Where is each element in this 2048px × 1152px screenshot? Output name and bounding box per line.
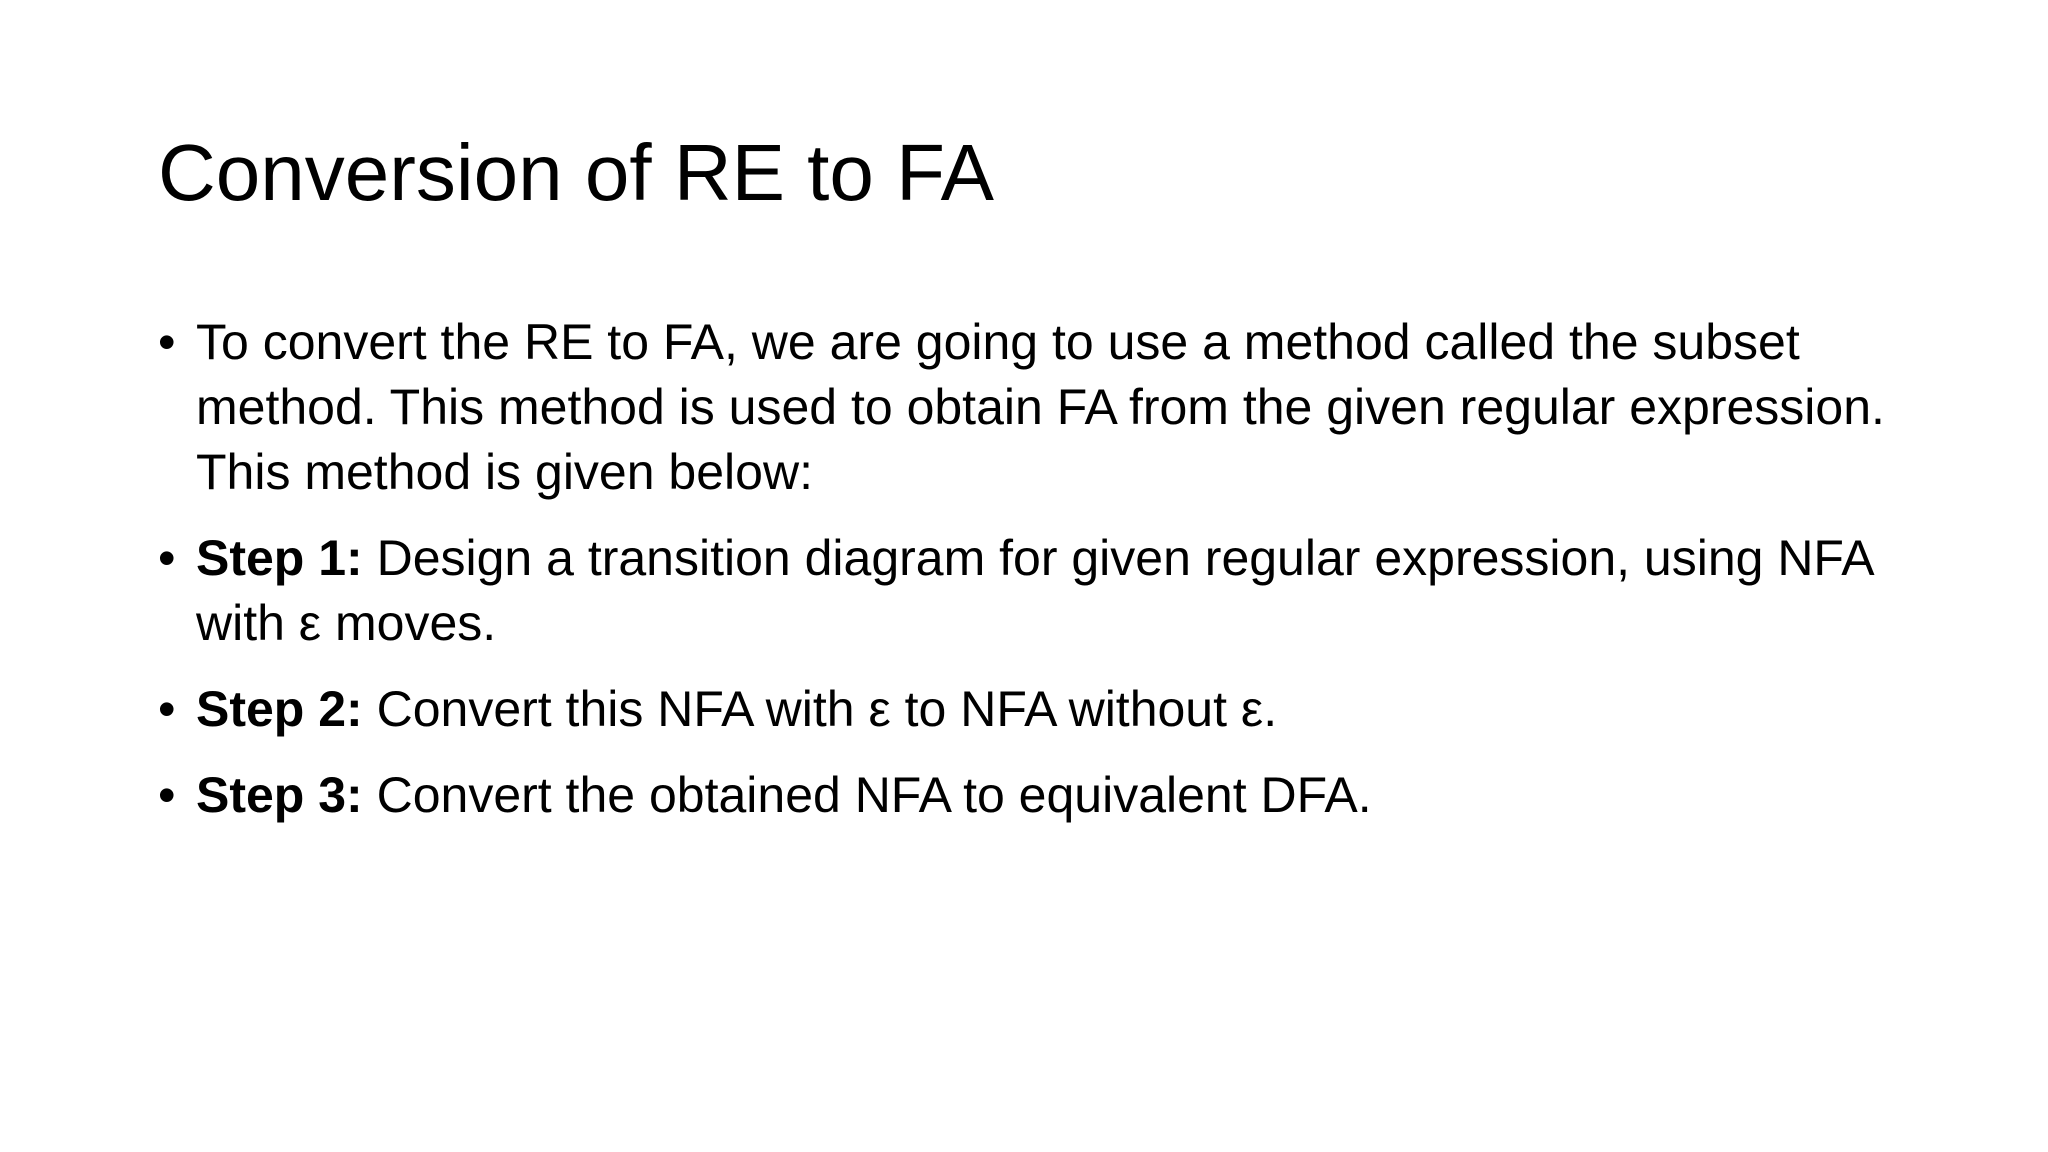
step-label: Step 1:: [196, 530, 363, 586]
bullet-text: Design a transition diagram for given regular expression, using NFA with ε moves.: [196, 530, 1872, 651]
bullet-list: [158, 310, 1918, 849]
bullet-item-step-3: [158, 763, 1918, 828]
bullet-icon: •: [158, 530, 176, 586]
bullet-text: Convert the obtained NFA to equivalent DFA.: [362, 767, 1372, 823]
step-label: Step 2:: [196, 681, 363, 737]
bullet-icon: •: [158, 314, 176, 370]
bullet-item-intro: [158, 310, 1918, 505]
bullet-icon: •: [158, 767, 176, 823]
bullet-item-step-1: [158, 526, 1918, 656]
bullet-item-step-2: [158, 677, 1918, 742]
bullet-text: Convert this NFA with ε to NFA without ε.: [362, 681, 1278, 737]
slide-title: Conversion of RE to FA: [158, 128, 994, 217]
step-label: Step 3:: [196, 767, 363, 823]
bullet-text: To convert the RE to FA, we are going to use a method called the subset method. This method is used to obtain FA from the given regular expression. This method is given below:: [196, 314, 1885, 500]
bullet-icon: •: [158, 681, 176, 737]
